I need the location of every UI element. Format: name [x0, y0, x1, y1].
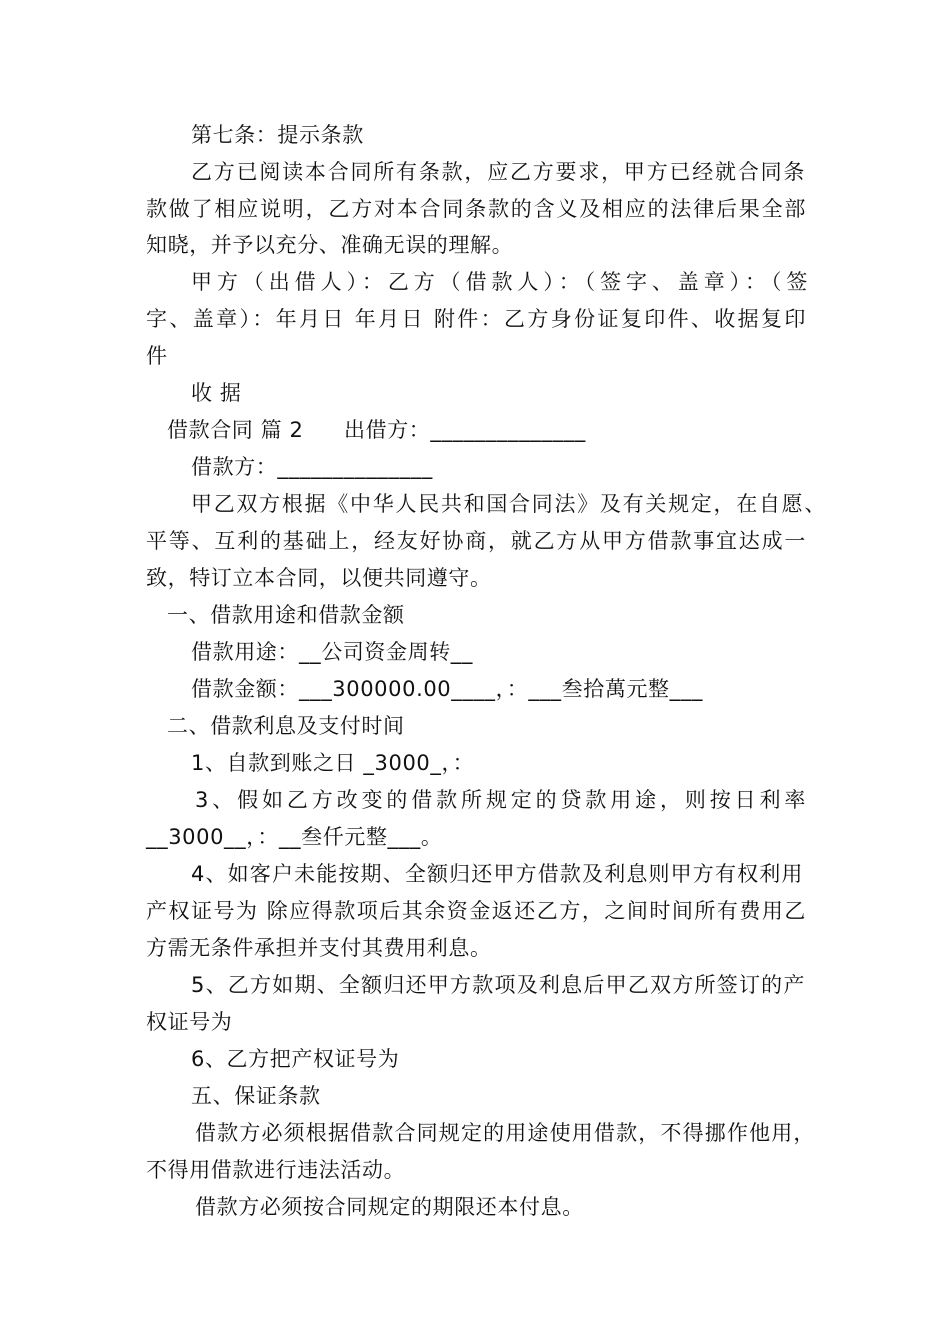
clause-line: 方需无条件承担并支付其费用利息。	[146, 936, 492, 960]
paragraph-line: 甲乙双方根据《中华人民共和国合同法》及有关规定，在自愿、	[191, 492, 826, 516]
clause-line: 1、自款到账之日 _3000_，：	[191, 751, 475, 775]
loan-purpose-line: 借款用途：__公司资金周转__	[191, 640, 473, 664]
paragraph-line: 乙方已阅读本合同所有条款，应乙方要求，甲方已经就合同条	[191, 160, 805, 184]
section-heading: 五、保证条款	[191, 1084, 321, 1108]
loan-amount-line: 借款金额：___300000.00____，：___叁拾萬元整___	[191, 677, 703, 701]
clause-line: 6、乙方把产权证号为	[191, 1047, 400, 1071]
borrower-field: 借款方：______________	[191, 455, 433, 479]
guarantee-line: 不得用借款进行违法活动。	[146, 1158, 406, 1182]
signature-line: 甲方（出借人）：乙方（借款人）：（签字、盖章）：（签	[191, 270, 808, 294]
paragraph-line: 平等、互利的基础上，经友好协商，就乙方从甲方借款事宜达成一	[146, 529, 806, 553]
clause-line: __3000__，：__叁仟元整___。	[146, 825, 443, 849]
paragraph-line: 件	[146, 344, 168, 368]
clause-line: 产权证号为 除应得款项后其余资金返还乙方，之间时间所有费用乙	[146, 899, 806, 923]
paragraph-line: 致，特订立本合同，以便共同遵守。	[146, 566, 492, 590]
lender-field: 出借方：______________	[344, 418, 586, 442]
guarantee-line: 借款方必须按合同规定的期限还本付息。	[195, 1195, 584, 1219]
signature-line: 字、盖章）：年月日 年月日 附件：乙方身份证复印件、收据复印	[146, 307, 806, 331]
paragraph-line: 款做了相应说明，乙方对本合同条款的含义及相应的法律后果全部	[146, 197, 806, 221]
paragraph-line: 知晓，并予以充分、准确无误的理解。	[146, 233, 514, 257]
clause-line: 权证号为	[146, 1010, 233, 1034]
article-seven-heading: 第七条：提示条款	[191, 123, 364, 147]
clause-line: 5、乙方如期、全额归还甲方款项及利息后甲乙双方所签订的产	[191, 973, 805, 997]
clause-line: 4、如客户未能按期、全额归还甲方借款及利息则甲方有权利用	[191, 862, 803, 886]
section-heading: 一、借款用途和借款金额	[167, 603, 405, 627]
clause-line: 3、假如乙方改变的借款所规定的贷款用途，则按日利率	[195, 788, 806, 812]
section-heading: 二、借款利息及支付时间	[167, 714, 405, 738]
contract-title: 借款合同 篇 2	[167, 418, 304, 442]
guarantee-line: 借款方必须根据借款合同规定的用途使用借款，不得挪作他用，	[195, 1121, 815, 1145]
receipt-heading: 收 据	[191, 381, 242, 405]
